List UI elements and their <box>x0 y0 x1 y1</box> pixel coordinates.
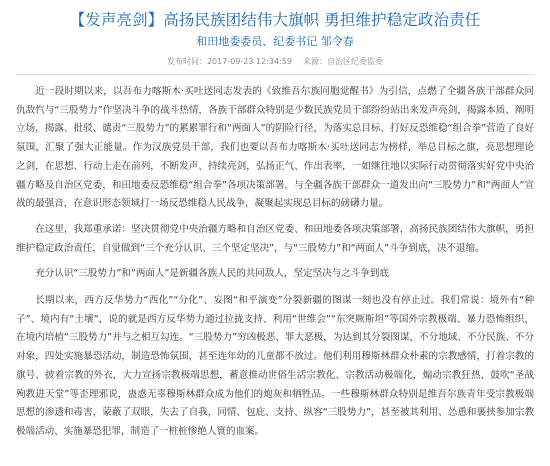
article-author: 和田地委委员、纪委书记 邹令春 <box>196 35 354 48</box>
article-body <box>16 83 534 442</box>
source-label: 来源： <box>303 57 328 66</box>
header-divider <box>16 74 534 75</box>
source-value: 自治区纪委监委 <box>327 57 384 66</box>
section-heading: 充分认识“三股势力”和“两面人”是新疆各族人民的共同敌人，坚定坚决与之斗争到底 <box>35 268 389 280</box>
body-paragraph-3: 长期以来，西方反华势力“西化”“分化”、妄图“和平演变”分裂新疆的图谋一刻也没有停止过。我们常说：境外有“种子”、境内有“土壤”，说的就是西方反华势力通过拉拢支持、利用“世维会”“东突厥斯坦”等国外宗教极端、暴力恐怖组织，在境内培植“三股势力”并与之相互勾连。“三股势力”穷凶极恶、罪大恶极，为达到其分裂图谋，不分地域、不分民族、不分对象，四处实施暴恐活动，制造恐怖氛围，甚至连年幼的儿童都不放过。他们利用穆斯林群众朴素的宗教感情，打着宗教的旗号、披着宗教的外衣，大力宣扬宗教极端思想，蓄意推动世俗生活宗教化、宗教活动极端化，煽动宗教狂热，鼓吹“圣战殉教进天堂”等歪理邪说，蛊惑无辜穆斯林群众成为他们的炮灰和牺牲品。一些穆斯林群众特别是维吾尔族青年受宗教极端思想的渗透和毒害，蒙蔽了双眼，失去了自我，同情、包庇、支持、纵容“三股势力”，甚至被其利用、怂恿和裹挟参加宗教极端活动、实施暴恐犯罪，制造了一桩桩惨绝人寰的血案。 <box>16 295 534 437</box>
body-paragraph-1: 近一段时期以来，以吾布力喀斯木·买吐送同志发表的《致维吾尔族同胞觉醒书》为引信，点燃了全疆各族干部群众同仇敌忾与“三股势力”作坚决斗争的战斗热情，各族干部群众特别是少数民族党员干部纷纷站出来发声亮剑，揭露本质、阐明立场，揭露、批驳、谴责“三股势力”的累累罪行和“两面人”的阴险行径，为落实总目标、打好反恐维稳“组合拳”营造了良好氛围，汇聚了强大正能量。作为汉族党员干部，我们也要以吾布力喀斯木·买吐送同志为榜样，举总目标之旗，亮思想理论之剑，在思想、行动上走在前列，不断发声、持续亮剑，弘扬正气、作出表率，一如继往地以实际行动贯彻落实好党中央治疆方略及自治区党委、和田地委反恐维稳“组合拳”各项决策部署，与全疆各族干部群众一道发出向“三股势力”和“两面人”宣战的最强音，在意识形态领域打一场反恐维稳人民战争，凝聚起实现总目标的磅礴力量。 <box>16 86 534 210</box>
article-meta <box>16 56 534 68</box>
body-paragraph-2: 在这里，我郑重承诺：坚决贯彻党中央治疆方略和自治区党委、和田地委各项决策部署，高扬民族团结伟大旗帜，勇担维护稳定政治责任，自觉做到“三个充分认识、三个坚定坚决”，与“三股势力”和“两面人”斗争到底，决不退缩。 <box>16 223 534 254</box>
publish-time-label: 发布时间： <box>166 57 207 66</box>
article-title: 【发声亮剑】高扬民族团结伟大旗帜 勇担维护稳定政治责任 <box>69 11 481 29</box>
publish-time-value: 2017-09-23 12:34:59 <box>206 57 292 66</box>
